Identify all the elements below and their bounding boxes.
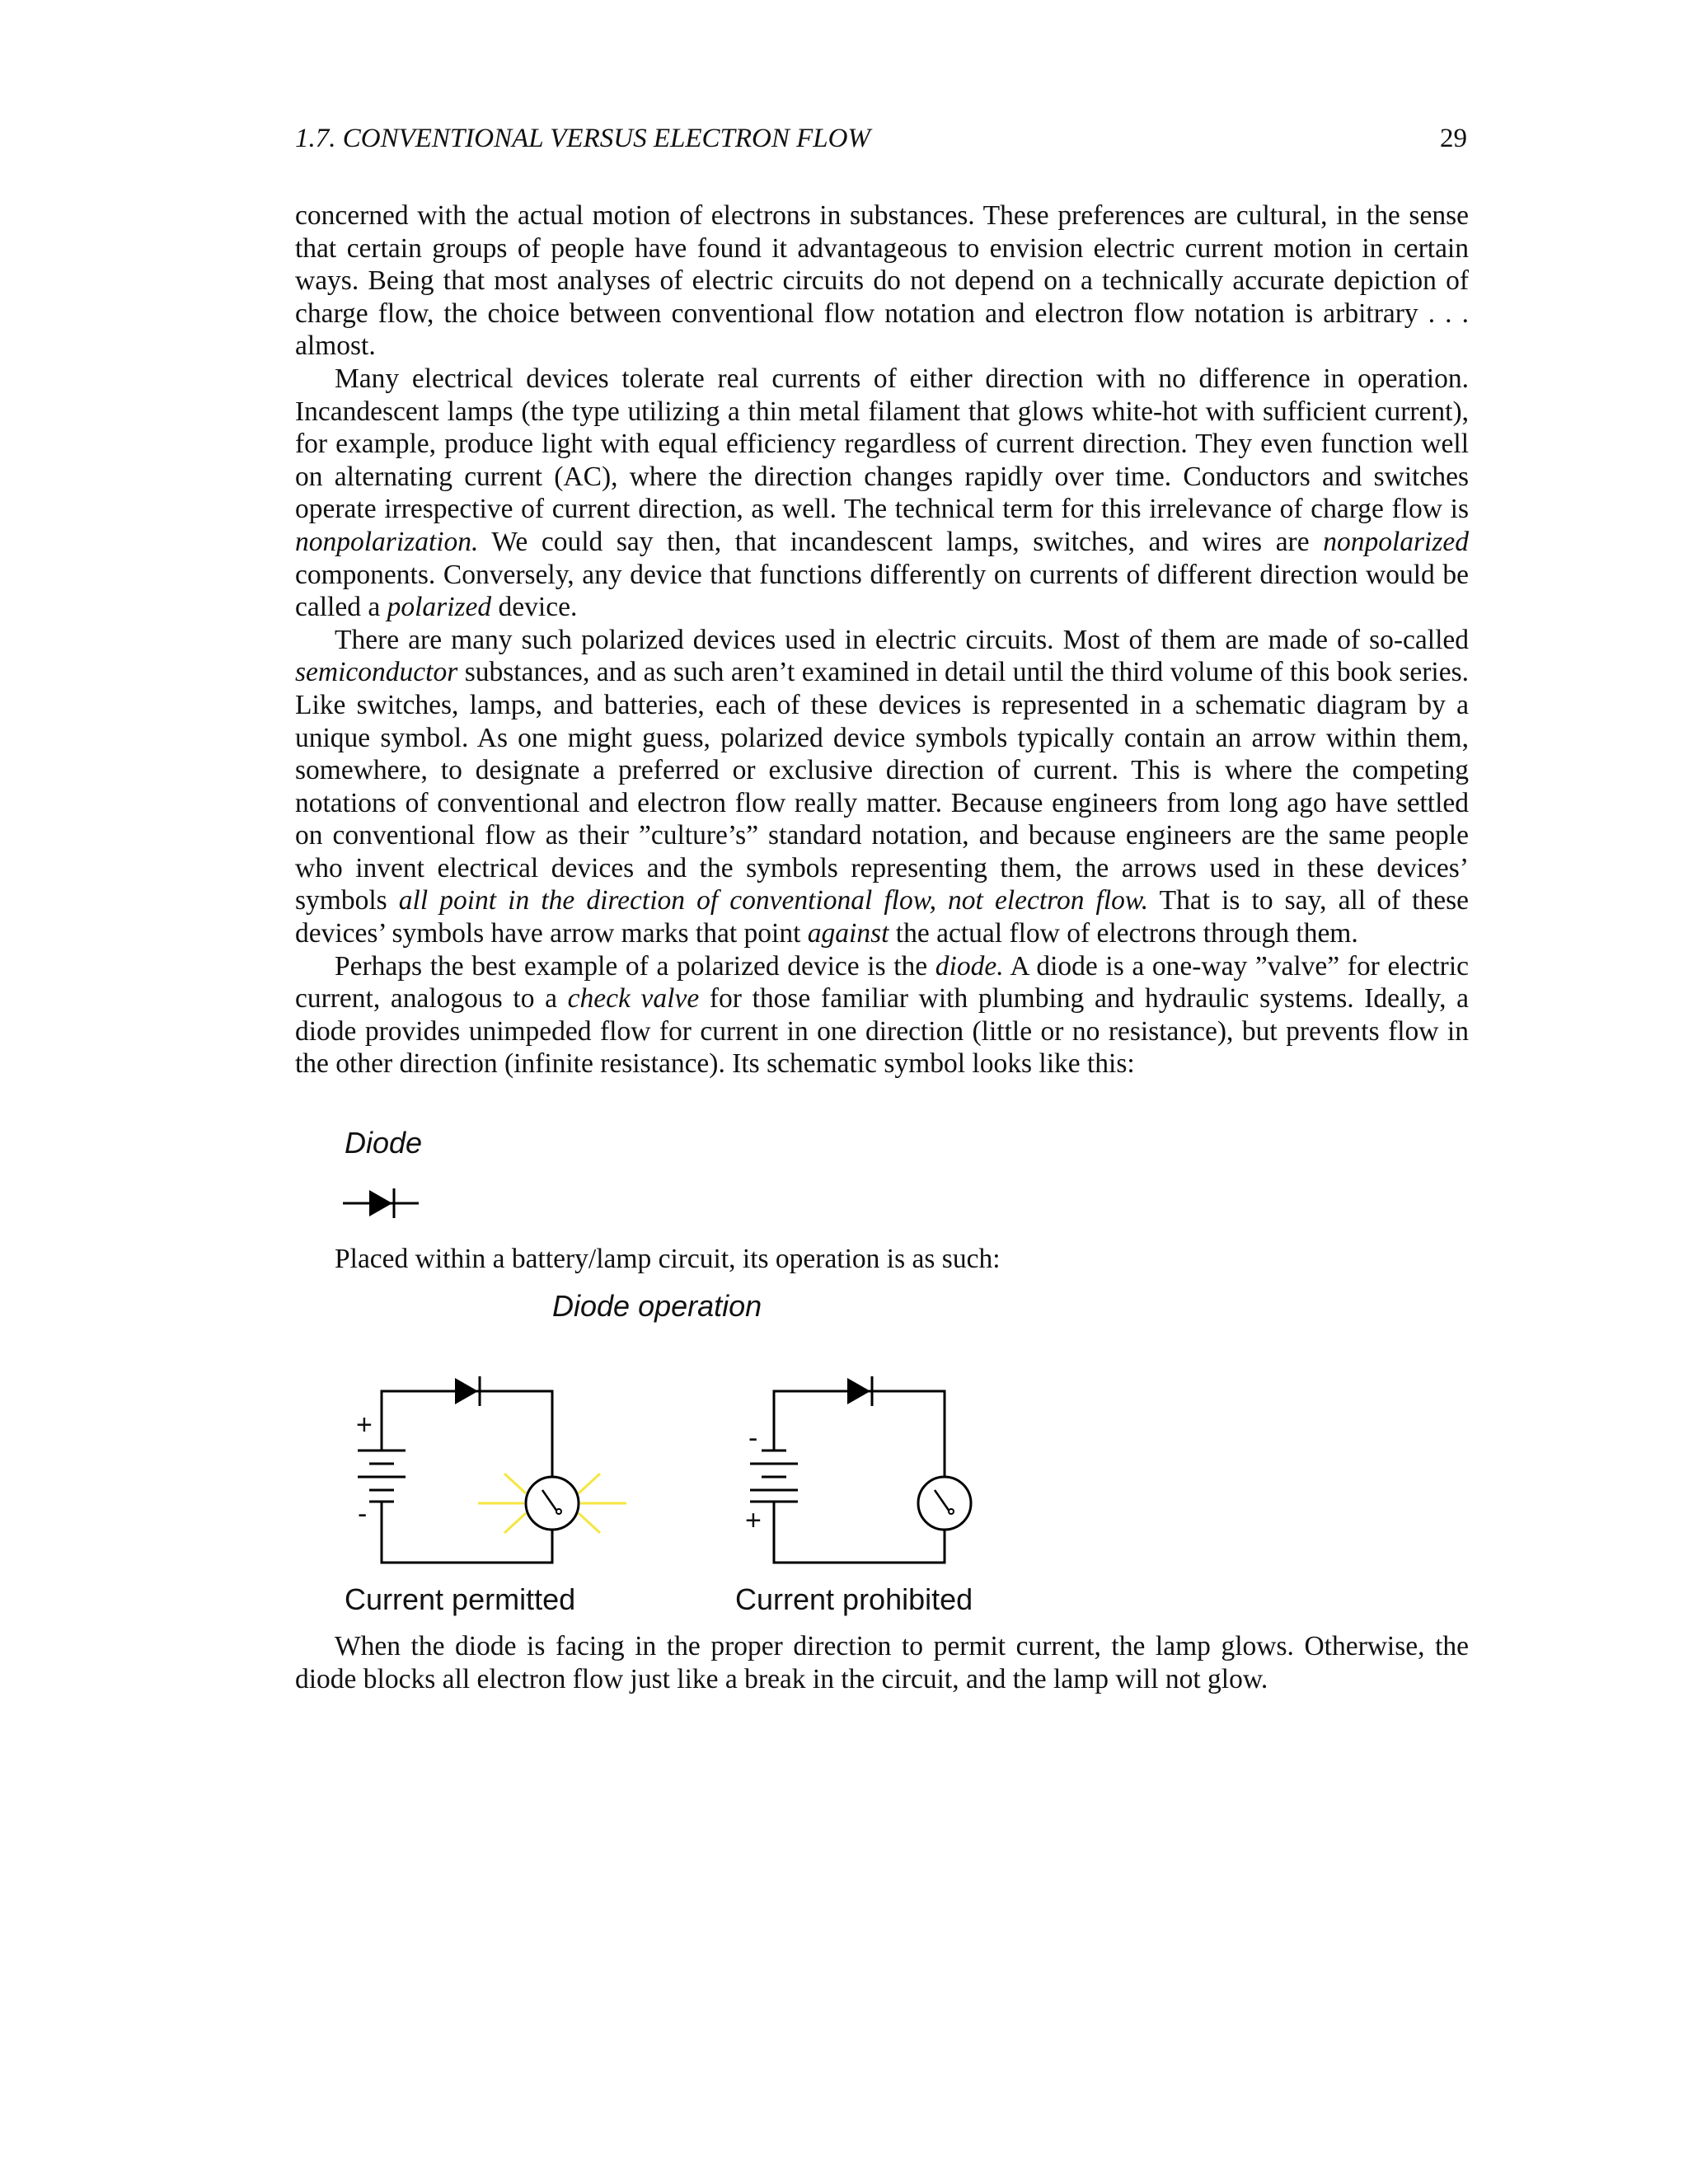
caption-current-permitted: Current permitted [345,1582,576,1616]
page-number: 29 [1440,124,1467,153]
diode-operation-title: Diode operation [552,1289,762,1323]
p3-text-c: That is to say, all of these devices’ symbols have arrow marks that point [295,885,1469,949]
p3-text-d: the actual flow of electrons through them. [889,918,1358,949]
paragraph-6: When the diode is facing in the proper direction to permit current, the lamp glows. Otherwise, the diode blocks all electron flow just like a break in the circuit, and the lamp will not glow. [295,1631,1469,1694]
paragraph-5-container [295,1243,1469,1276]
p4-emphasis-check-valve: check valve [567,983,700,1015]
p2-text-c: components. Conversely, any device that functions differently on currents of different direction would be called a [295,559,1469,623]
p4-text-a: Perhaps the best example of a polarized device is the [335,950,935,982]
caption-current-prohibited: Current prohibited [735,1582,973,1616]
paragraph-3 [295,624,1469,950]
p3-text-a: There are many such polarized devices used in electric circuits. Most of them are made of so-called [335,624,1469,655]
running-header [295,124,1467,154]
right-top-terminal-label: - [748,1422,758,1454]
p2-text-d: device. [491,592,578,623]
p2-text-b: We could say then, that incandescent lamps, switches, and wires are [478,526,1324,557]
section-title: 1.7. CONVENTIONAL VERSUS ELECTRON FLOW [295,124,870,153]
diode-symbol-icon [343,1187,425,1220]
circuit-current-prohibited [738,1368,986,1574]
p4-text-b: A diode is a one-way ”valve” for electric current, analogous to a [295,950,1469,1015]
diode-symbol-label: Diode [345,1126,423,1160]
p4-emphasis-diode: diode. [935,950,1004,982]
paragraph-2 [295,363,1469,624]
p2-emphasis-nonpolarization: nonpolarization. [295,526,479,557]
p2-emphasis-nonpolarized: nonpolarized [1323,526,1469,557]
paragraph-4 [295,950,1469,1080]
diode-icon [847,1378,870,1404]
p2-emphasis-polarized: polarized [387,592,492,623]
diode-icon [455,1378,478,1404]
p2-text-a: Many electrical devices tolerate real currents of either direction with no difference in operation. Incandescent lamps (the type utilizing a thin metal filament that glows white-hot with sufficient current), for example, produce light with equal efficiency regardless of current direction. They even function well on alternating current (AC), where the direction changes rapidly over time. Conductors and switches operate irrespective of current direction, as well. The technical term for this irrelevance of charge flow is [295,363,1469,525]
paragraph-5: Placed within a battery/lamp circuit, its operation is as such: [335,1244,1001,1274]
paragraph-6-container [295,1630,1469,1695]
left-bottom-terminal-label: - [358,1498,368,1530]
body-text [295,199,1469,1080]
p4-text-c: for those familiar with plumbing and hydraulic systems. Ideally, a diode provides unimpeded flow for current in one direction (little or no resistance), but prevents flow in the other direction (infinite resistance). Its schematic symbol looks like this: [295,983,1470,1080]
p3-emphasis-direction: all point in the direction of conventional flow, not electron flow. [398,885,1149,916]
left-top-terminal-label: + [356,1409,373,1441]
circuit-current-permitted [346,1368,643,1574]
paragraph-1: concerned with the actual motion of electrons in substances. These preferences are cultural, in the sense that certain groups of people have found it advantageous to envision electric current motion in certain ways. Being that most analyses of electric circuits do not depend on a technically accurate depiction of charge flow, the choice between conventional flow notation and electron flow notation is arbitrary . . . almost. [295,200,1469,362]
p3-emphasis-against: against [807,918,889,949]
right-bottom-terminal-label: + [745,1505,762,1536]
p3-text-b: substances, and as such aren’t examined in detail until the third volume of this book series. Like switches, lamps, and batteries, each of these devices is represented in a schematic diagram by a unique symbol. As one might guess, polarized device symbols typically contain an arrow within them, somewhere, to designate a preferred or exclusive direction of current. This is where the competing notations of conventional and electron flow really matter. Because engineers from long ago have settled on conventional flow as their ”culture’s” standard notation, and because engineers are the same people who invent electrical devices and the symbols representing them, the arrows used in these devices’ symbols [295,657,1469,916]
p3-emphasis-semiconductor: semiconductor [295,657,458,688]
